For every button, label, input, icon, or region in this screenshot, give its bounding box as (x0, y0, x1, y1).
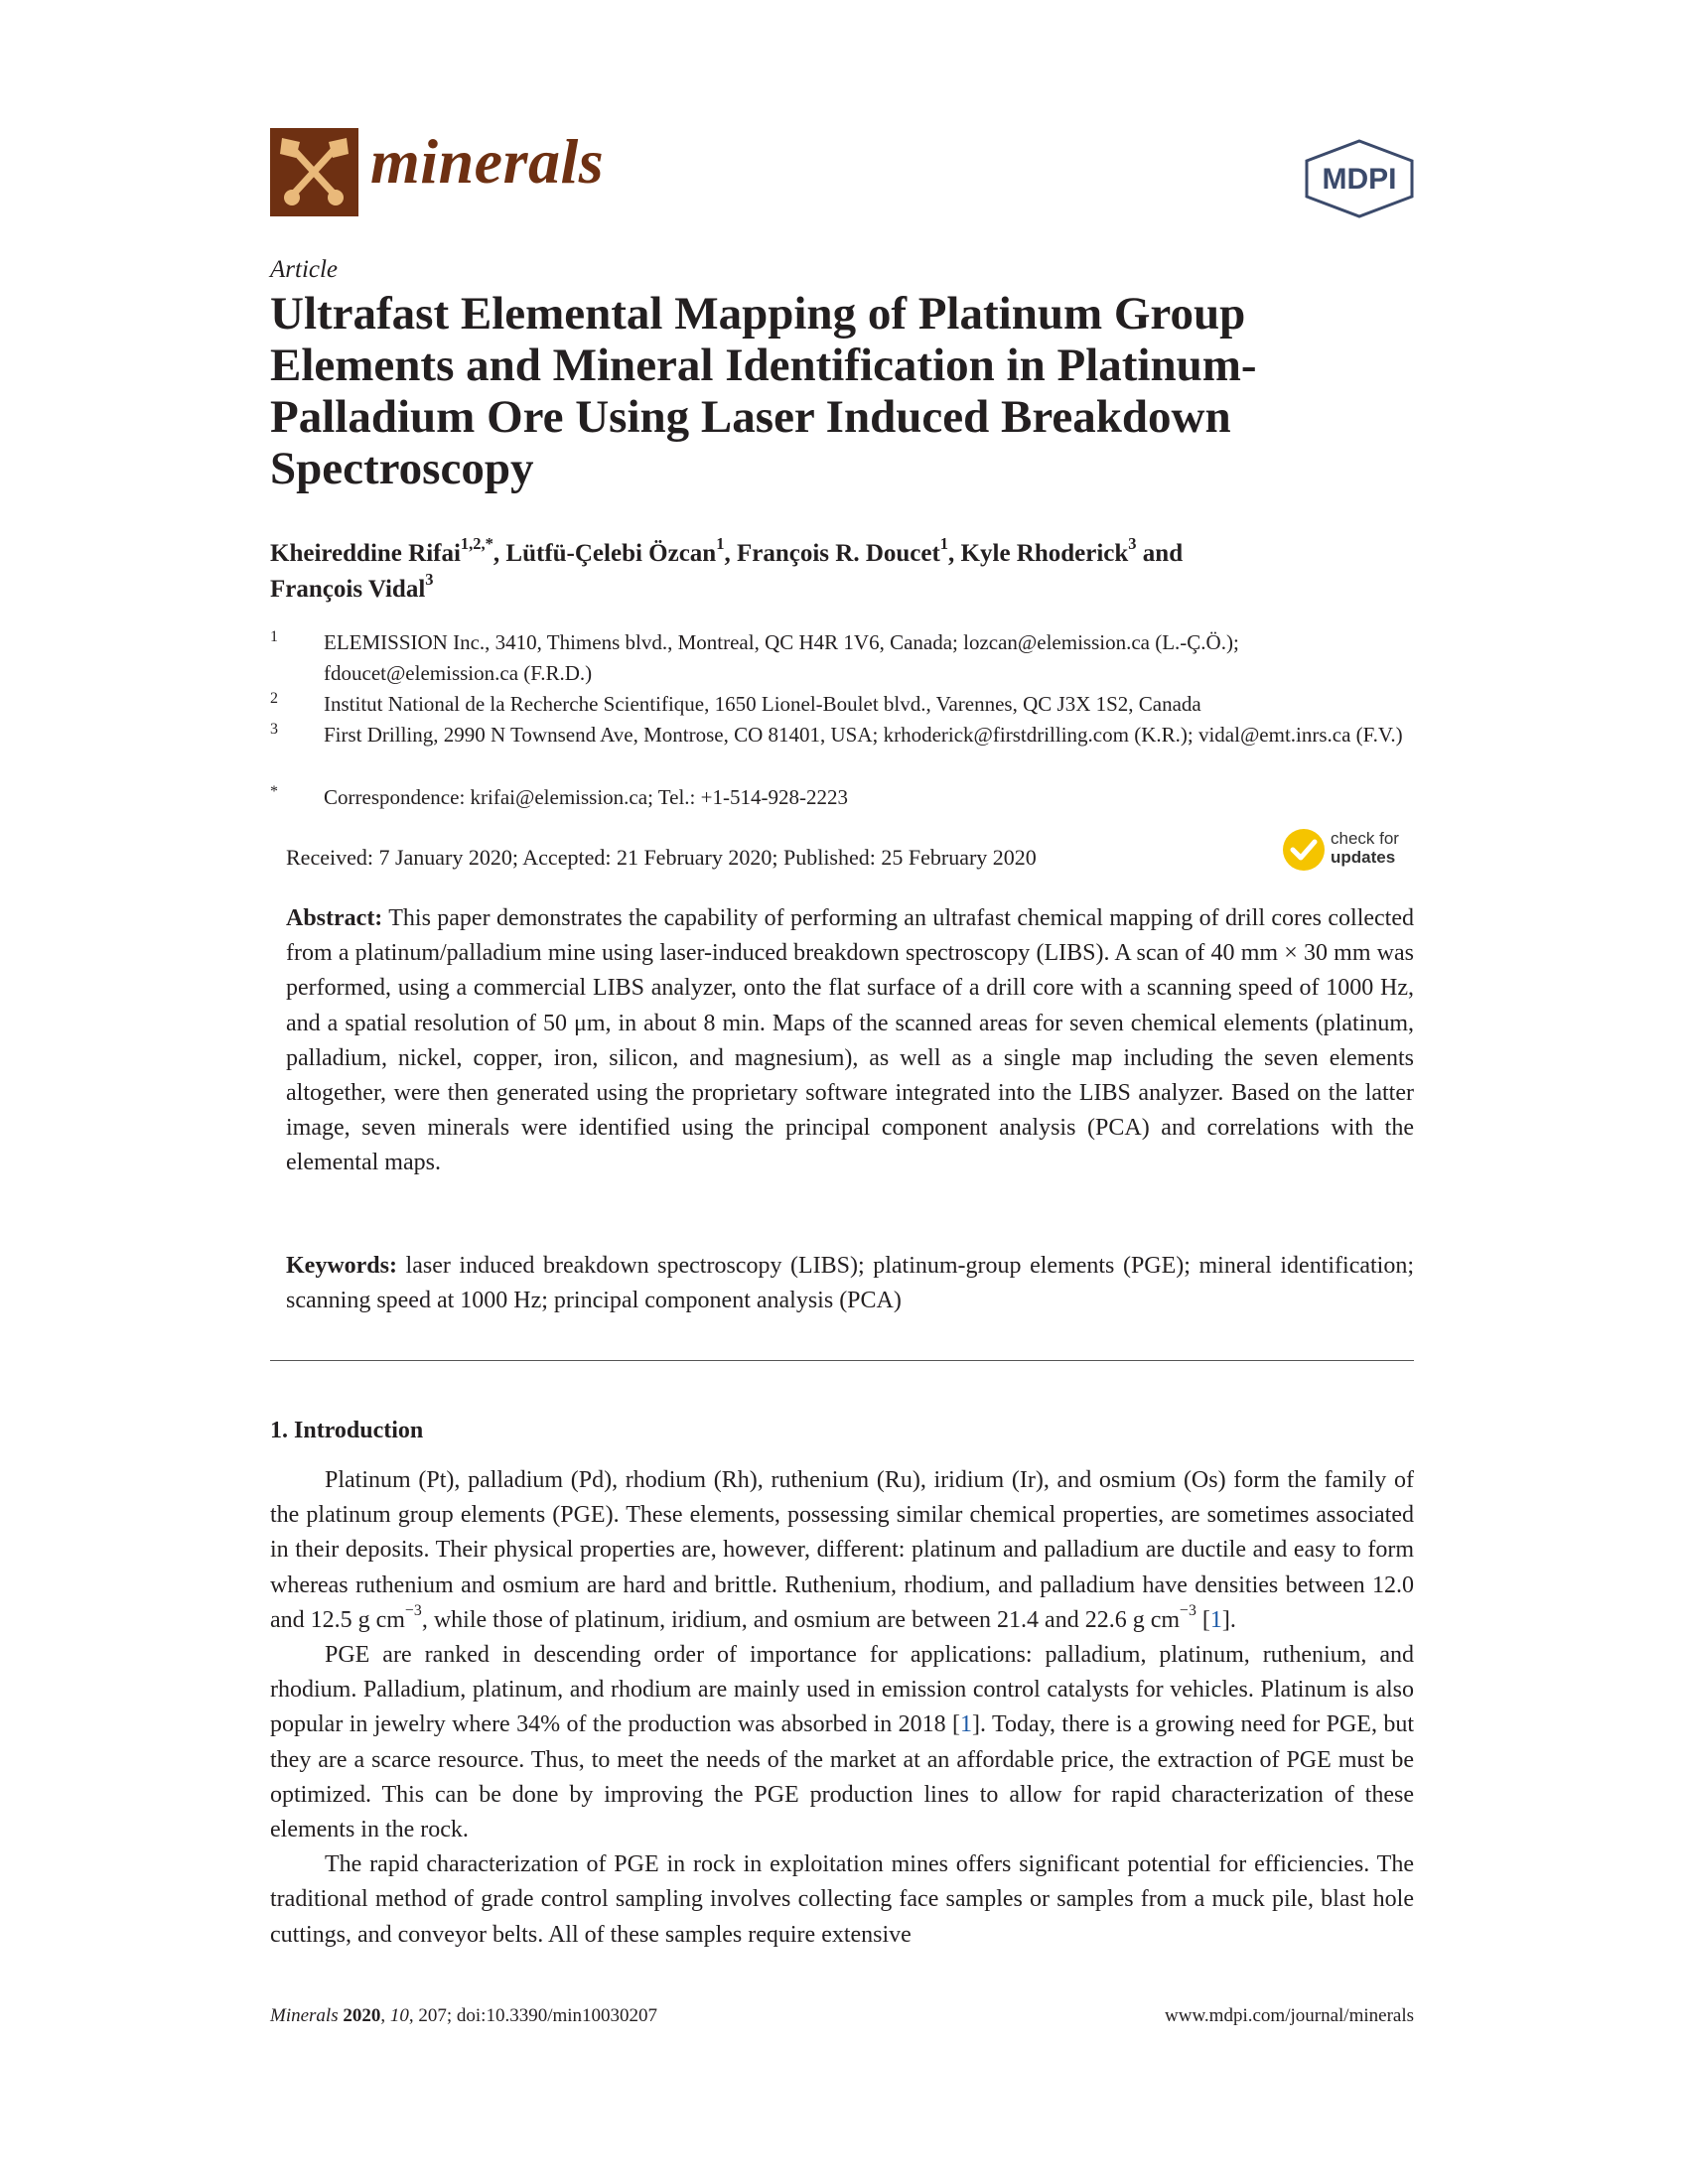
exponent: −3 (1180, 1602, 1196, 1620)
author-separator: , (724, 540, 737, 567)
keywords (286, 1249, 1414, 1318)
footer-doi: , 207; doi:10.3390/min10030207 (408, 2005, 658, 2026)
keywords-label: Keywords: (286, 1253, 397, 1279)
publication-dates: Received: 7 January 2020; Accepted: 21 February 2020; Published: 25 February 2020 (286, 845, 1037, 870)
journal-name: minerals (370, 126, 605, 197)
author-affiliation-mark: 1 (939, 534, 949, 554)
keywords-text: laser induced breakdown spectroscopy (LIBS); platinum-group elements (PGE); mineral identification; scanning speed at 1000 Hz; principal component analysis (PCA) (286, 1253, 1414, 1314)
paper-title: Ultrafast Elemental Mapping of Platinum Group Elements and Mineral Identification in Platinum-Palladium Ore Using Laser Induced Breakdown Spectroscopy (270, 288, 1257, 494)
author-name: Lütfü-Çelebi Özcan (505, 540, 717, 567)
citation-link[interactable]: 1 (1209, 1606, 1222, 1633)
author-separator: and (1136, 540, 1184, 567)
paragraph: Platinum (Pt), palladium (Pd), rhodium (Rh), ruthenium (Ru), iridium (Ir), and osmium (Os) form the family of the platinum group elements (PGE). These elements, possessing similar chemical properties, are sometimes associated in their deposits. Their physical properties are, however, different: platinum and palladium are ductile and easy to form whereas ruthenium and osmium are hard and brittle. Ruthenium, rhodium, and palladium have densities between 12.0 and 12.5 g $cm^{-3}$, while those of platinum, iridium, and osmium are between 21.4 and 22.6 g $cm^{-3}$ [1]. (270, 1467, 1414, 1633)
check-updates-line2: updates (1331, 848, 1396, 867)
introduction-body (270, 1463, 1414, 1953)
mdpi-logo-text: MDPI (1322, 163, 1397, 196)
footer-year: 2020 (343, 2005, 381, 2026)
paragraph: PGE are ranked in descending order of importance for applications: palladium, platinum, ruthenium, and rhodium. Palladium, platinum, and rhodium are mainly used in emission control catalysts for vehicles. Platinum is also popular in jewelry where 34% of the production was absorbed in 2018 [1]. Today, there is a growing need for PGE, but they are a scarce resource. Thus, to meet the needs of the market at an affordable price, the extraction of PGE must be optimized. This can be done by improving the PGE production lines to allow for rapid characterization of these elements in the rock. (270, 1642, 1414, 1843)
author-name: François Vidal (270, 576, 426, 603)
affiliation-1 (270, 627, 1422, 689)
footer-journal-url[interactable]: www.mdpi.com/journal/minerals (1165, 2005, 1414, 2026)
exponent: −3 (404, 1602, 422, 1620)
correspondence-text: Correspondence: krifai@elemission.ca; Tel.: +1-514-928-2223 (324, 785, 848, 809)
author-name: Kyle Rhoderick (960, 540, 1129, 567)
affiliation-mark: 3 (270, 721, 278, 738)
abstract-text: This paper demonstrates the capability of performing an ultrafast chemical mapping of drill cores collected from a platinum/palladium mine using laser-induced breakdown spectroscopy (LIBS). A scan of 40 mm × 30 mm was performed, using a commercial LIBS analyzer, onto the flat surface of a drill core with a scanning speed of 1000 Hz, and a spatial resolution of 50 μm, in about 8 min. Maps of the scanned areas for seven chemical elements (platinum, palladium, nickel, copper, iron, silicon, and magnesium), as well as a single map including the seven elements altogether, were then generated using the proprietary software integrated into the LIBS analyzer. Based on the latter image, seven minerals were identified using the principal component analysis (PCA) and correlations with the elemental maps. (286, 905, 1414, 1176)
footer-journal: Minerals (270, 2005, 339, 2026)
author-separator: , (492, 540, 506, 567)
author-separator: , (948, 540, 961, 567)
footer-citation: Minerals 2020, 10, 207; doi:10.3390/min10030207 (270, 2005, 658, 2026)
author-affiliation-mark: 1 (716, 534, 725, 554)
crossed-shovels-icon (270, 128, 358, 216)
affiliation-2 (270, 689, 1422, 720)
affiliation-mark: 1 (270, 628, 278, 645)
affiliation-3 (270, 720, 1422, 751)
affiliation-mark: * (270, 783, 278, 800)
article-type: Article (270, 256, 339, 283)
footer-volume: 10 (389, 2005, 409, 2026)
author-affiliation-mark: 3 (1128, 534, 1137, 554)
affiliation-mark: 2 (270, 690, 278, 707)
author-affiliation-mark: 3 (425, 570, 434, 590)
author-name: Kheireddine Rifai (270, 540, 461, 567)
citation-link[interactable]: 1 (960, 1711, 973, 1738)
author-affiliation-mark: 1,2,* (460, 534, 493, 554)
paragraph: The rapid characterization of PGE in rock in exploitation mines offers significant potential for efficiencies. The traditional method of grade control sampling involves collecting face samples or samples from a muck pile, blast hole cuttings, and conveyor belts. All of these samples require extensive (270, 1851, 1414, 1948)
section-heading: 1. Introduction (270, 1418, 424, 1443)
mdpi-logo (1303, 139, 1416, 218)
check-for-updates-badge[interactable] (1281, 827, 1420, 877)
author-list (270, 536, 1412, 608)
check-updates-line1: check for (1331, 829, 1399, 848)
affiliation-text: First Drilling, 2990 N Townsend Ave, Montrose, CO 81401, USA; krhoderick@firstdrilling.com (K.R.); vidal@emt.inrs.ca (F.V.) (324, 723, 1403, 747)
check-updates-icon (1281, 827, 1327, 873)
abstract (286, 901, 1414, 1181)
journal-logo (270, 128, 358, 216)
affiliation-text: Institut National de la Recherche Scientifique, 1650 Lionel-Boulet blvd., Varennes, QC J3X 1S2, Canada (324, 692, 1201, 716)
affiliation-text: ELEMISSION Inc., 3410, Thimens blvd., Montreal, QC H4R 1V6, Canada; lozcan@elemission.ca (L.-Ç.Ö.); fdoucet@elemission.ca (F.R.D.) (324, 630, 1239, 685)
abstract-label: Abstract: (286, 905, 383, 931)
author-name: François R. Doucet (736, 540, 940, 567)
correspondence (270, 782, 1422, 813)
section-divider (270, 1360, 1414, 1361)
